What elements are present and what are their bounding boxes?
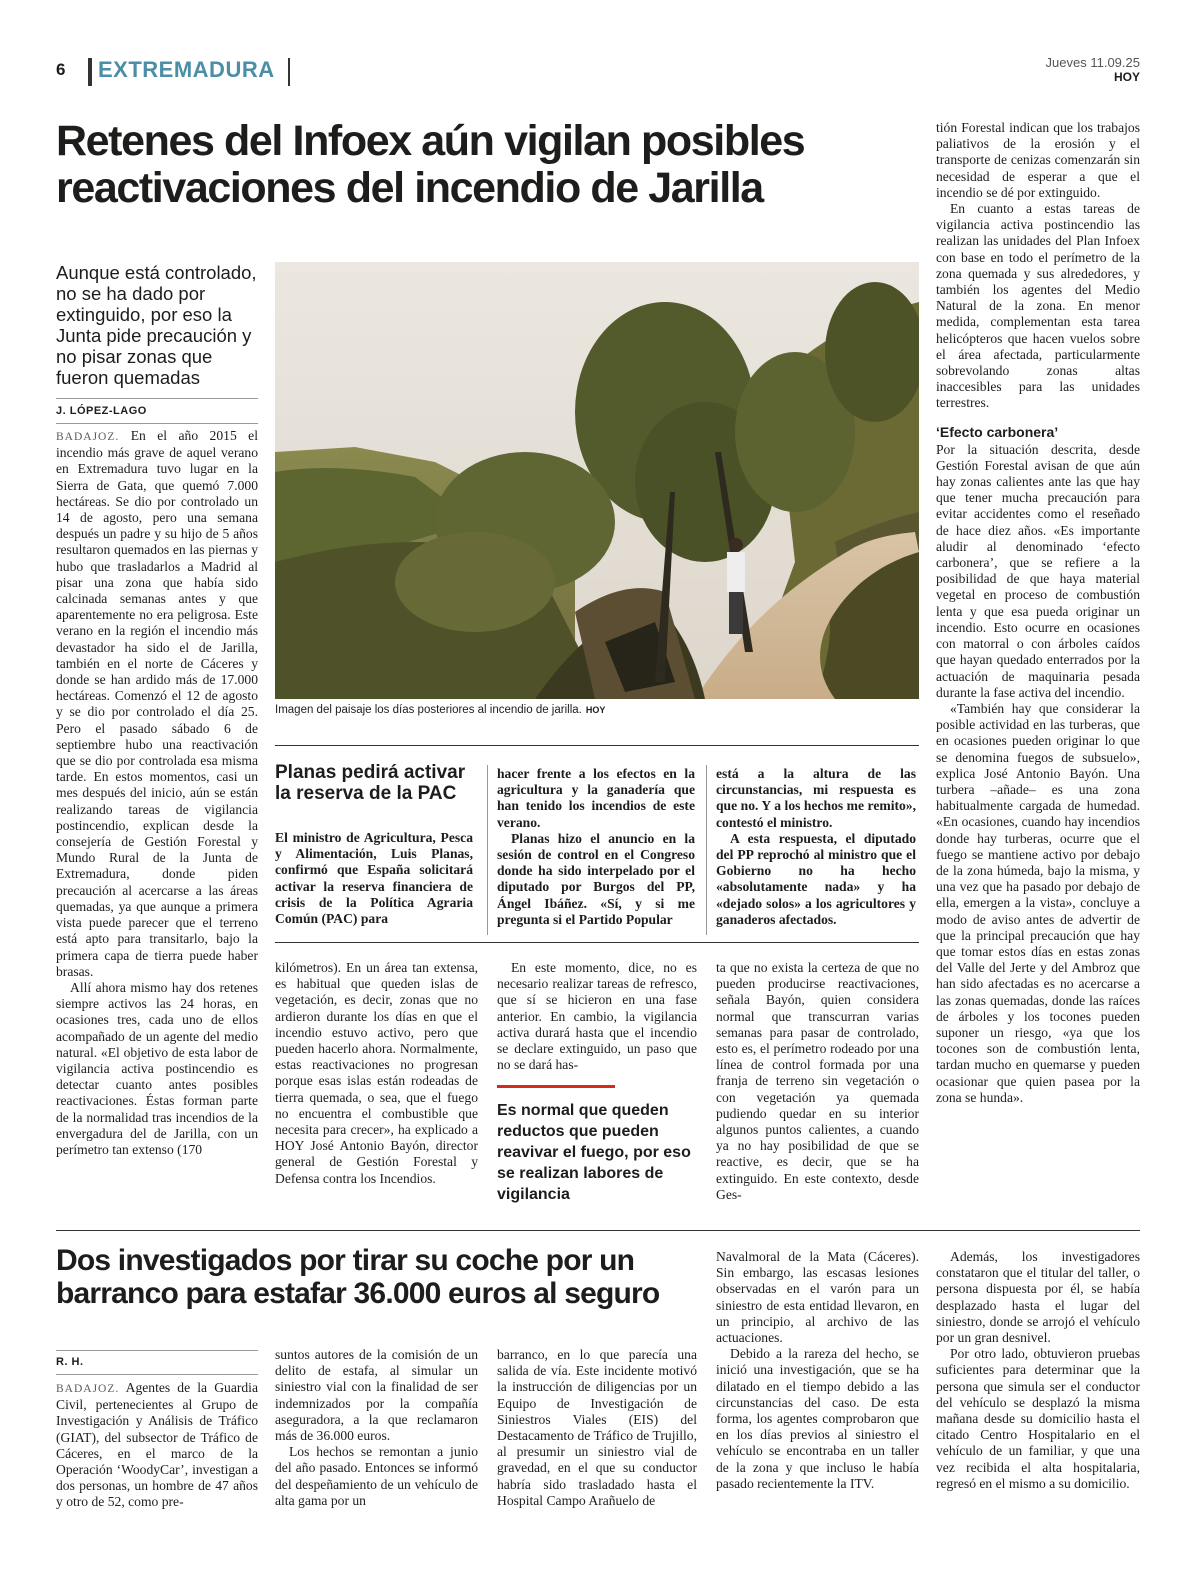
article-column-3: En este momento, dice, no es necesario realizar tareas de refresco, que sí se hicieron en una fase anterior. En cambio, la vigilancia activa durará hasta que el incendio se declare extinguido, un paso que no se dará has- (497, 960, 697, 1073)
sidebar-rule (275, 745, 919, 746)
paragraph: En el año 2015 el incendio más grave de aquel verano en Extremadura tuvo lugar en la Sierra de Gata, que quemó 7.000 hectáreas. Se dio por controlado un 14 de agosto, pero una semana después un padre y su hijo de 5 años resultaron quemados en las piernas y hubo que trasladarlos a Madrid al pisar una zona que había sido calcinada semanas antes y que aparentemente no era peligrosa. Este verano en la región el incendio más devastador ha sido el de Jarilla, también en el norte de Cáceres y donde se han ardido más de 17.000 hectáreas. Comenzó el 12 de agosto y se dio por controlado el día 25. Pero el pasado sábado 6 de septiembre hubo una reactivación que se dio por controlada esa misma tarde. En estos momentos, casi un mes después del inicio, aún se están realizando tareas de vigilancia postincendio, explican desde la consejería de Gestión Forestal y Mundo Rural de la Junta de Extremadura, donde piden precaución al acercarse a las áreas quemadas, ya que aunque a primera vista puede parecer que el terreno está apto para transitarlo, bajo la primera capa de tierra puede haber brasas. (56, 428, 258, 979)
byline-rule (56, 398, 258, 399)
paragraph: Los hechos se remontan a junio del año pasado. Entonces se informó del despeñamiento de un vehículo de alta gama por un (275, 1444, 478, 1508)
paragraph: Agentes de la Guardia Civil, pertenecientes al Grupo de Investigación y Análisis de Tráfico (GIAT), del subsector de Tráfico de Cáceres, en el marco de la Operación ‘WoodyCar’, investigan a dos personas, un hombre de 47 años y otro de 52, como pre- (56, 1380, 258, 1510)
location-label: BADAJOZ. (56, 431, 120, 443)
byline-rule (56, 1374, 258, 1375)
newspaper-brand: HOY (1113, 70, 1140, 84)
section-divider (288, 58, 290, 86)
sidebar-paragraph: hacer frente a los efectos en la agricultura y la ganadería que han tenido los incendios de este verano. (497, 766, 695, 830)
sidebar-title: Planas pedirá activar la reserva de la PAC (275, 762, 466, 804)
paragraph: Debido a la rareza del hecho, se inició una investigación, que se ha dilatado en el tiempo debido a las circunstancias del caso. De esta forma, los agentes comprobaron que en los días previos al siniestro el vehículo se encontraba en un taller de la zona y que incluso le había pasado recientemente la ITV. (716, 1346, 919, 1491)
sidebar-rule (275, 942, 919, 943)
article2-byline: R. H. (56, 1356, 84, 1368)
pullquote-accent-bar (497, 1085, 615, 1088)
caption-text: Imagen del paisaje los días posteriores al incendio de jarilla. (275, 704, 582, 716)
article-photo (275, 262, 919, 699)
article2-column-3: barranco, en lo que parecía una salida de vía. Este incidente motivó la instrucción de diligencias por un Equipo de Investigación de Siniestros Viales (EIS) del Destacamento de Tráfico de Trujillo, al presumir un siniestro vial de gravedad, en el que su conductor habría sido trasladado hasta el Hospital Campo Arañuelo de (497, 1347, 697, 1508)
paragraph: Allí ahora mismo hay dos retenes siempre activos las 24 horas, en ocasiones tres, cada uno de ellos acompañado de un agente del medio natural. «El objetivo de esta labor de vigilancia activa postincendio es detectar cuanto antes posibles reactivaciones. Éstas forman parte de la normalidad tras incendios de la envergadura del de Jarilla, con un perímetro tan extenso (170 (56, 979, 258, 1157)
article2-column-1 (56, 1380, 258, 1511)
intertitle: ‘Efecto carbonera’ (936, 423, 1059, 440)
article-column-5 (936, 120, 1140, 1106)
photo-caption (275, 704, 919, 716)
section-title: EXTREMADURA (98, 57, 275, 82)
paragraph: Por la situación descrita, desde Gestión Forestal avisan de que aún hay zonas calientes ante las que hay que tener mucha precaución para evitar accidentes como el reseñado de hace diez años. «Es importante aludir al denominado ‘efecto carbonera’, que se refiere a la posibilidad de que haya material vegetal en proceso de combustión lenta y que esa pueda originar un incendio. Esto ocurre en ocasiones con matorral o con árboles caídos que hayan quedado enterrados por la actuación de maquinaria pesada durante la fase activa del incendio. (936, 441, 1140, 700)
sidebar-paragraph: Planas hizo el anuncio en la sesión de control en el Congreso donde ha sido interpelado por el diputado por Burgos del PP, Ángel Ibáñez. «Sí, y si me pregunta si el Partido Popular (497, 830, 695, 927)
column-divider (487, 765, 488, 935)
article-column-1 (56, 428, 258, 1158)
sidebar-paragraph: A esta respuesta, el diputado del PP reprochó al ministro que el Gobierno no ha hecho «absolutamente nada» y ha «dejado solos» a los agricultores y ganaderos afectados. (716, 830, 916, 927)
paragraph: suntos autores de la comisión de un delito de estafa, al simular un siniestro vial con la finalidad de ser indemnizados por la compañía aseguradora, a la que reclamaron más de 36.000 euros. (275, 1347, 478, 1444)
sidebar-column-3 (716, 766, 916, 928)
article2-column-2 (275, 1347, 478, 1509)
article-separator (56, 1230, 1140, 1231)
paragraph: Además, los investigadores constataron que el titular del taller, o persona dispuesta por él, se había desplazado hasta el lugar del siniestro, donde se arrojó el vehículo por un gran desnivel. (936, 1249, 1140, 1346)
section-divider (88, 58, 92, 86)
photo-credit: HOY (585, 705, 606, 715)
pullquote: Es normal que queden reductos que pueden reavivar el fuego, por eso se realizan labores de vigilancia (497, 1102, 691, 1203)
article2-headline: Dos investigados por tirar su coche por un barranco para estafar 36.000 euros al seguro (56, 1244, 660, 1310)
article-column-4: ta que no exista la certeza de que no pueden producirse reactivaciones, señala Bayón, quien considera normal que transcurran varias semanas para pasar de controlado, esto es, el perímetro rodeado por una línea de control formada por una franja de terreno sin vegetación o con vegetación ya quemada pudiendo quedar en su interior algunos puntos calientes, a cuando ya no hay posibilidad de que se reactive, es decir, que se ha extinguido. En este contexto, desde Ges- (716, 960, 919, 1202)
page-number: 6 (56, 60, 66, 79)
issue-date: Jueves 11.09.25 (1045, 55, 1140, 70)
article-column-2: kilómetros). En un área tan extensa, es habitual que queden islas de vegetación, es decir, zonas que no ardieron durante los días en que el incendio estuvo activo, pero que pueden hacerlo ahora. Normalmente, estas reactivaciones no progresan porque esas islas están rodeadas de tierra quemada, o sea, que el fuego no encuentra el combustible que necesita para crecer», ha explicado a HOY José Antonio Bayón, director general de Gestión Forestal y Defensa contra los Incendios. (275, 960, 478, 1186)
paragraph: Por otro lado, obtuvieron pruebas suficientes para determinar que la persona que simula ser el conductor del vehículo se desplazó la misma mañana desde su domicilio hasta el citado Centro Hospitalario en el vehículo de un familiar, y que una vez recibida el alta hospitalaria, regresó en el mismo a su domicilio. (936, 1346, 1140, 1491)
paragraph: En cuanto a estas tareas de vigilancia activa postincendio las realizan las unidades del Plan Infoex con base en todo el perímetro de la zona quemada y sus alrededores, y también los agentes del Medio Natural de la zona. En menor medida, complementan esta tarea helicópteros que hacen vuelos sobre el área afectada, particularmente sobrevolando zonas altas inaccesibles para las unidades terrestres. (936, 201, 1140, 411)
paragraph: Navalmoral de la Mata (Cáceres). Sin embargo, las escasas lesiones observadas en el varón para un siniestro de esta entidad llevaron, en un principio, al archivo de las actuaciones. (716, 1249, 919, 1346)
article-headline: Retenes del Infoex aún vigilan posibles reactivaciones del incendio de Jarilla (56, 117, 805, 212)
article-byline: J. LÓPEZ-LAGO (56, 405, 147, 417)
article2-column-4 (716, 1249, 919, 1492)
byline-rule (56, 423, 258, 424)
sidebar-paragraph: El ministro de Agricultura, Pesca y Alimentación, Luis Planas, confirmó que España solicitará activar la reserva financiera de crisis de la Política Agraria Común (PAC) para (275, 830, 473, 927)
paragraph: «También hay que considerar la posible actividad en las turberas, que en ocasiones pueden originar lo que se denomina fuegos de subsuelo», explica José Antonio Bayón. Una turbera –añade– es una zona habitualmente cargada de humedad. «En ocasiones, cuando hay incendios donde hay turberas, ocurre que el fuego se mantiene activo por debajo de la zona húmeda, bajo la misma, y una vez que ha pasado por debajo de ella, emergen a la vista», concluye a modo de aviso antes de advertir de que la principal precaución que hay que tomar estos días en estas zonas del Valle del Jerte y del Ambroz que han sido afectadas es no acercarse a las zonas quemadas, donde las raíces de árboles y los tocones pueden suponer un riesgo, «ya que los tocones son de combustión lenta, tardan mucho en quemarse y pueden ocasionar que quien pasea por la zona se hunda». (936, 700, 1140, 1105)
sidebar-paragraph: está a la altura de las circunstancias, mi respuesta es que no. Y a los hechos me remito», contestó el ministro. (716, 766, 916, 830)
article-subhead: Aunque está controlado, no se ha dado por extinguido, por eso la Junta pide precaución y no pisar zonas que fueron quemadas (56, 262, 257, 388)
byline-rule (56, 1350, 258, 1351)
article2-column-5 (936, 1249, 1140, 1492)
column-divider (706, 765, 707, 935)
paragraph: tión Forestal indican que los trabajos paliativos de la erosión y el transporte de cenizas comenzarán sin necesidad de esperar a que el incendio se dé por extinguido. (936, 120, 1140, 200)
location-label: BADAJOZ. (56, 1383, 120, 1395)
sidebar-column-2 (497, 766, 695, 928)
